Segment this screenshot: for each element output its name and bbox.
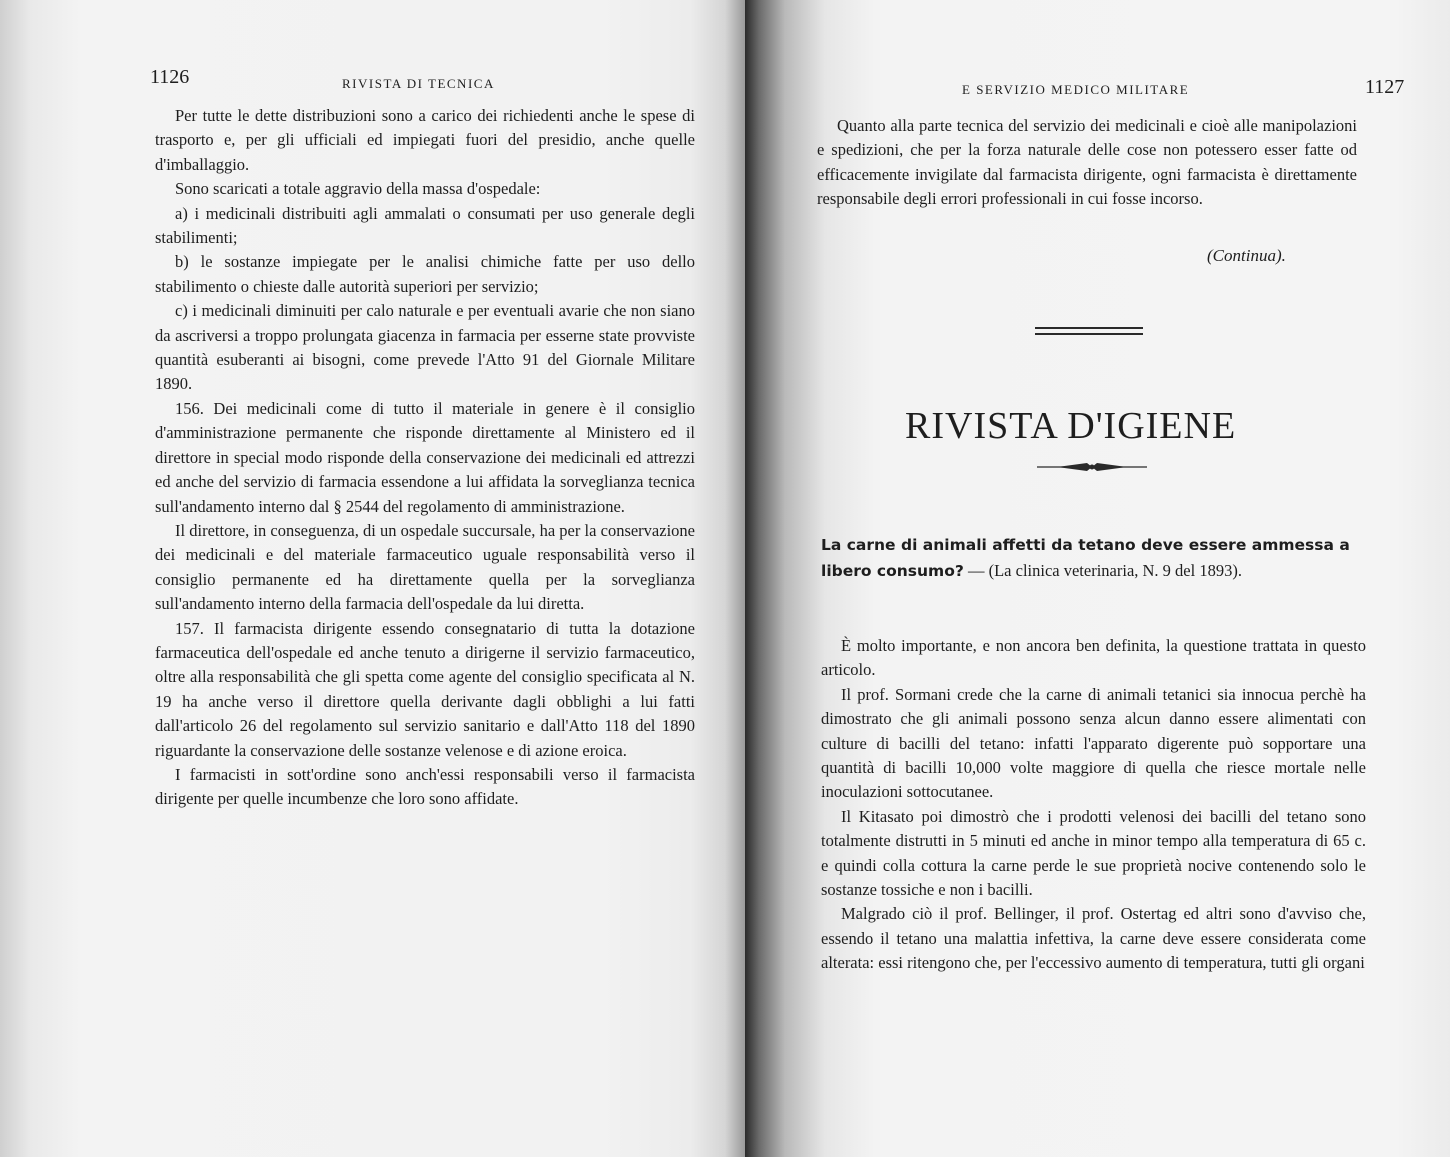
list-item: c) i medicinali diminuiti per calo naturale e per eventuali avarie che non siano da ascriversi a troppo prolungata giacenza in farmacia per esserne state provviste quantità esuberanti ai bisogni, come prevede l'Atto 91 del Giornale Militare 1890. — [155, 301, 695, 394]
ornament-divider-icon — [1037, 460, 1147, 474]
page-number: 1126 — [150, 66, 190, 88]
paragraph: Il Kitasato poi dimostrò che i prodotti velenosi dei bacilli del tetano sono totalmente distrutti in 5 minuti ed anche in minor tempo alla temperatura di 65 c. e quindi colla cottura la carne perde le sue proprietà nocive contenendo solo le sostanze tossiche e non i bacilli. — [821, 806, 1366, 900]
right-page — [745, 0, 1450, 1157]
paragraph: Sono scaricati a totale aggravio della massa d'ospedale: — [175, 179, 541, 199]
article-source: — (La clinica veterinaria, N. 9 del 1893). — [967, 561, 1242, 580]
paragraph: Il direttore, in conseguenza, di un ospedale succursale, ha per la conservazione dei medicinali e del materiale farmaceutico uguale responsabilità verso il consiglio permanente ed ha direttamente quella per la sorveglianza sull'andamento interno della farmacia dell'ospedale da lui diretta. — [155, 520, 695, 614]
list-item: a) i medicinali distribuiti agli ammalati o consumati per uso generale degli stabilimenti; — [155, 203, 695, 248]
paragraph: Quanto alla parte tecnica del servizio dei medicinali e cioè alle manipolazioni e spedizioni, che per la forza naturale delle cose non potessero esser fatte od efficacemente invigilate dal farmacista dirigente, ogni farmacista è direttamente responsabile degli errori professionali in cui fosse incorso. — [817, 116, 1357, 209]
paragraph: 156. Dei medicinali come di tutto il materiale in genere è il consiglio d'amministrazione permanente che risponde direttamente al Ministero ed il direttore in special modo risponde della conservazione dei medicinali ed attrezzi ed anche del servizio di farmacia essendone a lui affidata la sorveglianza tecnica sull'andamento interno dal § 2544 del regolamento di amministrazione. — [155, 398, 695, 516]
paragraph: I farmacisti in sott'ordine sono anch'essi responsabili verso il farmacista dirigente per quelle incumbenze che loro sono affidate. — [155, 764, 695, 809]
paragraph: È molto importante, e non ancora ben definita, la questione trattata in questo articolo. — [821, 636, 1366, 680]
page-number: 1127 — [1365, 76, 1405, 98]
running-head: E SERVIZIO MEDICO MILITARE — [962, 82, 1190, 97]
right-body — [821, 634, 1366, 976]
divider-rule — [1035, 333, 1143, 335]
article-title: La carne di animali affetti da tetano deve essere ammessa a libero consumo? — [821, 536, 1350, 580]
right-body-top — [817, 114, 1357, 212]
left-body — [155, 104, 695, 812]
divider-rule — [1035, 327, 1143, 329]
section-title: RIVISTA D'IGIENE — [905, 405, 1237, 447]
paragraph: Per tutte le dette distribuzioni sono a carico dei richiedenti anche le spese di trasporto e, per gli ufficiali ed impiegati fuori del presidio, anche quelle d'imballaggio. — [155, 106, 695, 174]
paragraph: Malgrado ciò il prof. Bellinger, il prof. Ostertag ed altri sono d'avviso che, essendo il tetano una malattia infettiva, la carne deve essere considerata come alterata: essi ritengono che, per l'eccessivo aumento di temperatura, tutti gli organi — [821, 904, 1366, 973]
running-head: RIVISTA DI TECNICA — [342, 76, 495, 91]
paragraph: Il prof. Sormani crede che la carne di animali tetanici sia innocua perchè ha dimostrato che gli animali possono senza alcun danno essere alimentati con culture di bacilli del tetano: infatti l'apparato digerente può sopportare una quantità di bacilli 10,000 volte maggiore di quella che riesce mortale nelle inoculazioni sottocutanee. — [821, 684, 1366, 802]
paragraph: 157. Il farmacista dirigente essendo consegnatario di tutta la dotazione farmaceutica dell'ospedale ed anche tenuto a dirigerne il servizio farmaceutico, oltre alla responsabilità che gli spetta come agente del consiglio specificata al N. 19 ha anche verso il direttore quella derivante dagli obblighi a lui fatti dall'articolo 26 del regolamento sul servizio sanitario e dall'Atto 118 del 1890 riguardante la conservazione delle sostanze velenose e di azione eroica. — [155, 618, 695, 760]
article-heading — [821, 532, 1371, 584]
list-item: b) le sostanze impiegate per le analisi chimiche fatte per uso dello stabilimento o chieste dalle autorità superiori per servizio; — [155, 252, 695, 296]
continua-note: (Continua). — [1207, 246, 1286, 265]
